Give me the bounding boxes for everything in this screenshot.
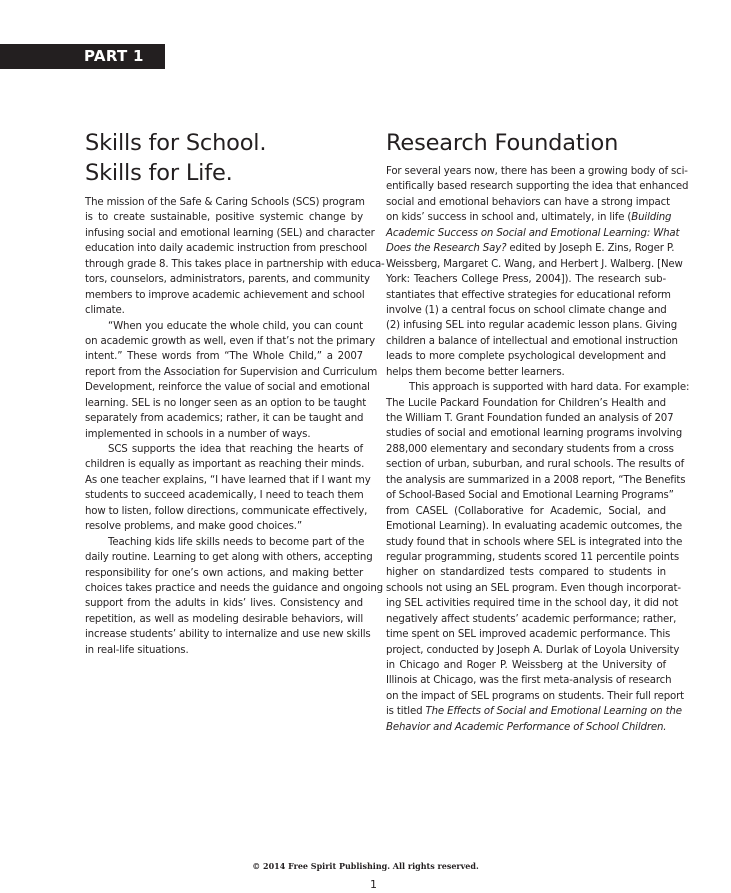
text-line: The mission of the Safe & Caring Schools (SCS) program	[85, 197, 365, 208]
text-line: “When you educate the whole child, you can count	[108, 320, 363, 332]
text-line: the analysis are summarized in a 2008 report, “The Benefits	[386, 474, 686, 486]
section-heading-skills	[85, 128, 266, 188]
text-line: separately from academics; rather, it can be taught and	[85, 413, 364, 425]
section-heading-research: Research Foundation	[386, 130, 619, 156]
text-line: infusing social and emotional learning (SEL) and character	[85, 227, 375, 239]
heading-line-2: Skills for Life.	[85, 160, 233, 186]
text-segment: on kids’ success in school and, ultimately, in life (	[386, 212, 632, 224]
text-line: education into daily academic instruction from preschool	[85, 243, 368, 255]
text-line: Emotional Learning). In evaluating academic outcomes, the	[386, 521, 682, 533]
text-line: The Lucile Packard Foundation for Children’s Health and	[386, 397, 666, 409]
text-line: ing SEL activities required time in the school day, it did not	[386, 598, 679, 610]
text-line: learning. SEL is no longer seen as an option to be taught	[85, 397, 367, 409]
text-line: increase students’ ability to internalize and use new skills	[85, 629, 371, 641]
text-line: in real-life situations.	[85, 644, 189, 656]
text-line: in Chicago and Roger P. Weissberg at the University of	[386, 660, 666, 671]
text-line: members to improve academic achievement and school	[85, 289, 365, 301]
text-line: 288,000 elementary and secondary students from a cross	[386, 443, 674, 455]
page-number: 1	[370, 878, 377, 891]
text-line: implemented in schools in a number of ways.	[85, 428, 311, 440]
text-line: involve (1) a central focus on school climate change and	[386, 304, 667, 316]
text-line	[386, 704, 682, 719]
text-line: regular programming, students scored 11 percentile points	[386, 551, 679, 563]
text-line: As one teacher explains, “I have learned that if I want my	[85, 474, 371, 486]
text-line	[386, 226, 680, 241]
text-line: resolve problems, and make good choices.”	[85, 521, 302, 533]
book-title-italic: Building	[631, 212, 672, 224]
book-title-italic: Does the Research Say?	[386, 243, 507, 255]
text-line: helps them become better learners.	[386, 366, 565, 378]
text-line: Teaching kids life skills needs to become part of the	[108, 536, 365, 548]
text-line: studies of social and emotional learning programs involving	[386, 428, 683, 440]
text-line: students to succeed academically, I need to teach them	[85, 490, 364, 502]
text-line: time spent on SEL improved academic performance. This	[386, 629, 671, 641]
text-line: schools not using an SEL program. Even though incorporat-	[386, 582, 681, 594]
text-line: For several years now, there has been a growing body of sci-	[386, 166, 688, 177]
text-line: tors, counselors, administrators, parents, and community	[85, 274, 370, 286]
text-line: from CASEL (Collaborative for Academic, Social, and	[386, 505, 666, 517]
text-line: on academic growth as well, even if that’s not the primary	[85, 335, 375, 347]
text-line: children a balance of intellectual and emotional instruction	[386, 335, 678, 347]
text-line: SCS supports the idea that reaching the hearts of	[108, 444, 363, 455]
text-line: responsibility for one’s own actions, and making better	[85, 567, 363, 579]
text-line: entifically based research supporting the idea that enhanced	[386, 181, 689, 193]
text-line: of School-Based Social and Emotional Learning Programs”	[386, 490, 674, 502]
book-title-italic: Academic Success on Social and Emotional Learning: What	[386, 227, 680, 239]
text-line: support from the adults in kids’ lives. Consistency and	[85, 598, 363, 610]
text-line: is to create sustainable, positive systemic change by	[85, 212, 363, 224]
text-line: Development, reinforce the value of social and emotional	[85, 382, 370, 394]
text-line	[386, 720, 666, 735]
text-line: children is equally as important as reaching their minds.	[85, 459, 365, 471]
text-line: through grade 8. This takes place in partnership with educa-	[85, 258, 385, 270]
text-line: stantiates that effective strategies for educational reform	[386, 289, 671, 301]
text-line: climate.	[85, 305, 125, 317]
text-line	[386, 210, 672, 225]
text-line: leads to more complete psychological development and	[386, 351, 666, 363]
text-line: Illinois at Chicago, was the first meta-analysis of research	[386, 675, 672, 687]
report-title-italic: Behavior and Academic Performance of School Children.	[386, 721, 667, 733]
text-line: report from the Association for Supervision and Curriculum	[85, 366, 378, 378]
text-line: social and emotional behaviors can have a strong impact	[386, 196, 670, 208]
text-line: negatively affect students’ academic performance; rather,	[386, 613, 677, 625]
text-line: (2) infusing SEL into regular academic lesson plans. Giving	[386, 320, 678, 332]
text-line: Weissberg, Margaret C. Wang, and Herbert J. Walberg. [New	[386, 258, 683, 270]
text-segment: edited by Joseph E. Zins, Roger P.	[506, 243, 675, 255]
text-line: daily routine. Learning to get along with others, accepting	[85, 552, 373, 564]
text-line: section of urban, suburban, and rural schools. The results of	[386, 459, 685, 471]
text-line: project, conducted by Joseph A. Durlak of Loyola University	[386, 644, 680, 656]
report-title-italic: The Effects of Social and Emotional Learning on the	[425, 706, 682, 718]
text-line: repetition, as well as modeling desirable behaviors, will	[85, 613, 363, 625]
mission-body-text	[85, 195, 385, 658]
text-line: higher on standardized tests compared to students in	[386, 567, 666, 579]
text-line: York: Teachers College Press, 2004]). The research sub-	[386, 274, 666, 286]
text-line: study found that in schools where SEL is integrated into the	[386, 536, 683, 548]
heading-line-1: Skills for School.	[85, 130, 267, 156]
text-line	[386, 241, 675, 256]
text-line: choices takes practice and needs the guidance and ongoing	[85, 582, 383, 594]
part-banner: PART 1	[0, 44, 165, 69]
text-segment: is titled	[386, 706, 426, 718]
text-line: how to listen, follow directions, communicate effectively,	[85, 505, 368, 517]
text-line: intent.” These words from “The Whole Child,” a 2007	[85, 351, 363, 363]
text-line: the William T. Grant Foundation funded an analysis of 207	[386, 413, 674, 424]
text-line: on the impact of SEL programs on students. Their full report	[386, 690, 685, 702]
copyright-notice: © 2014 Free Spirit Publishing. All rights reserved.	[252, 861, 479, 871]
research-body-text	[386, 164, 690, 735]
text-line: This approach is supported with hard data. For example:	[409, 382, 690, 394]
